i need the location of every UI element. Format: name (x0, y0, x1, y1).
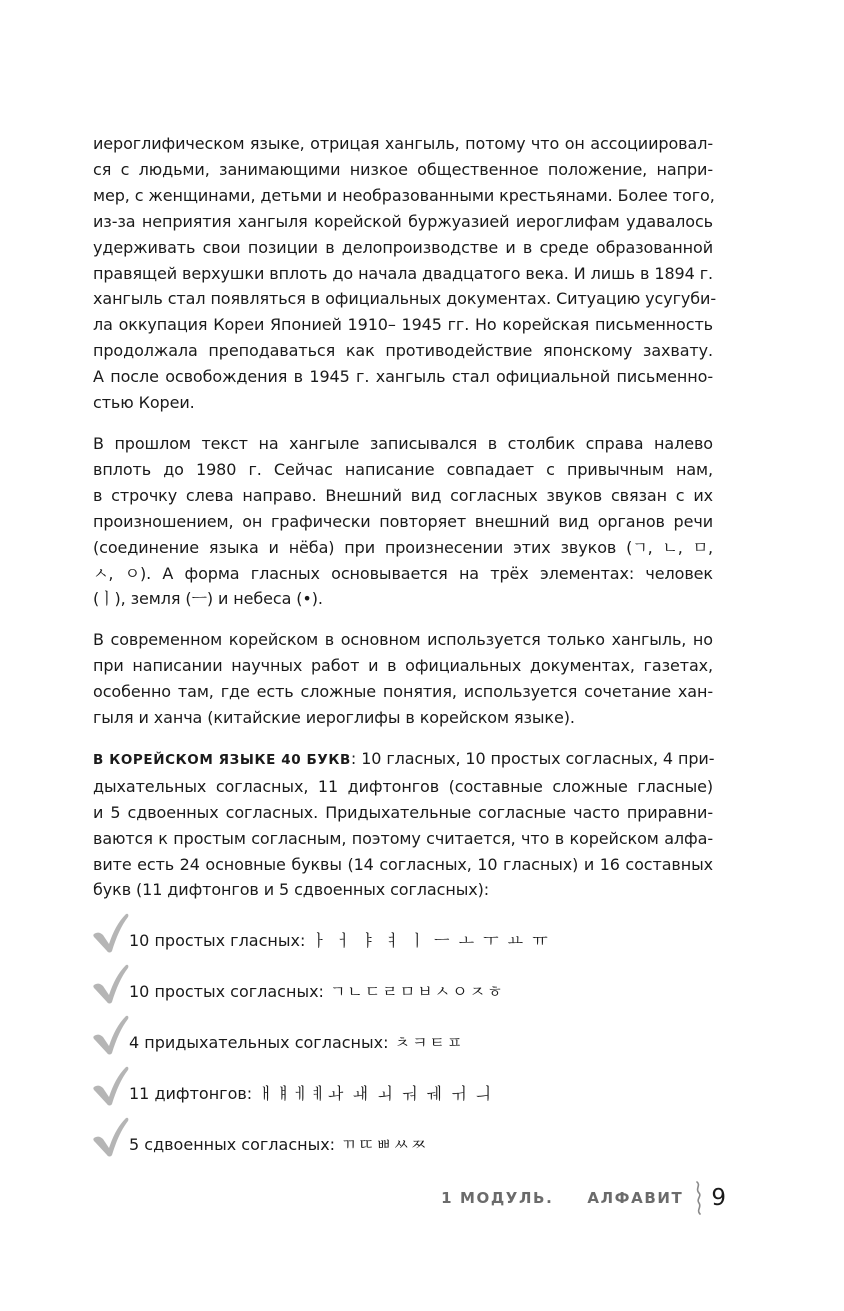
list-item (92, 964, 732, 1015)
footer-section-title: АЛФАВИТ (587, 1189, 684, 1207)
group-letters: ㅐㅒㅔㅖㅘ ㅙ ㅚ ㅝ ㅞ ㅟ ㅢ (258, 1084, 493, 1103)
text-line: В современном корейском в основном используется только хангыль, но (93, 630, 713, 650)
text-line: хангыль стал появляться в официальных документах. Ситуацию усугуби- (93, 289, 717, 309)
group-letters: ㅏ ㅓ ㅑ ㅕ ㅣ ㅡ ㅗ ㅜ ㅛ ㅠ (311, 931, 550, 950)
text-line: ла оккупация Кореи Японией 1910– 1945 гг. Но корейская письменность (93, 315, 713, 335)
text-line: из-за неприятия хангыля корейской буржуазией иероглифам удавалось (93, 211, 713, 231)
brace-divider-icon (693, 1181, 705, 1215)
group-letters: ㄲㄸㅃㅆㅉ (341, 1135, 429, 1154)
list-item (92, 1015, 732, 1066)
paragraph-modern-usage (93, 627, 713, 731)
list-item (92, 1117, 732, 1168)
text-line: стью Кореи. (93, 393, 195, 413)
checkmark-icon (92, 1015, 130, 1055)
text-line: (ㅣ), земля (ㅡ) и небеса (•). (93, 589, 323, 609)
text-line: вите есть 24 основные буквы (14 согласных, 10 гласных) и 16 составных (93, 854, 713, 874)
group-label: 11 дифтонгов: (129, 1084, 253, 1103)
group-letters: ㅊㅋㅌㅍ (394, 1033, 465, 1052)
text-line: в строчку слева направо. Внешний вид согласных звуков связан с их (93, 485, 713, 505)
group-label: 10 простых гласных: (129, 931, 306, 950)
text-line: ваются к простым согласным, поэтому считается, что в корейском алфа- (93, 828, 713, 848)
running-footer (441, 1181, 726, 1215)
text-line: произношением, он графически повторяет внешний вид органов речи (93, 511, 713, 531)
text-line: ся с людьми, занимающими низкое общественное положение, напри- (93, 159, 713, 179)
checkmark-icon (92, 1066, 130, 1106)
checkmark-icon (92, 964, 130, 1004)
text-line: дыхательных согласных, 11 дифтонгов (составные сложные гласные) (93, 776, 713, 796)
text-line: и 5 сдвоенных согласных. Придыхательные согласные часто приравни- (93, 802, 713, 822)
group-label: 5 сдвоенных согласных: (129, 1135, 336, 1154)
text-line: иероглифическом языке, отрицая хангыль, потому что он ассоциировал- (93, 134, 713, 153)
text-line: букв (11 дифтонгов и 5 сдвоенных согласных): (93, 880, 490, 900)
checkmark-icon (92, 913, 130, 953)
paragraph-history (93, 131, 717, 416)
group-label: 10 простых согласных: (129, 982, 324, 1001)
text-line: особенно там, где есть сложные понятия, используется сочетание хан- (93, 682, 713, 702)
text-line: при написании научных работ и в официальных документах, газетах, (93, 656, 713, 676)
body-text (93, 131, 717, 903)
list-item (92, 913, 732, 964)
list-item (92, 1066, 732, 1117)
paragraph-letter-count (93, 746, 713, 903)
text-line: правящей верхушки вплоть до начала двадцатого века. И лишь в 1894 г. (93, 263, 713, 283)
letter-count-lead: В КОРЕЙСКОМ ЯЗЫКЕ 40 БУКВ (93, 751, 351, 768)
text-line: удерживать свои позиции в делопроизводстве и в среде образованной (93, 237, 713, 257)
text-line: В прошлом текст на хангыле записывался в столбик справа налево (93, 433, 713, 453)
text-line: мер, с женщинами, детьми и необразованными крестьянами. Более того, (93, 185, 715, 205)
letter-groups-list (92, 913, 732, 1168)
group-letters: ㄱㄴㄷㄹㅁㅂㅅㅇㅈㅎ (329, 982, 505, 1001)
text-line: ㅅ, ㅇ). А форма гласных основывается на трёх элементах: человек (93, 563, 713, 583)
page-number: 9 (711, 1185, 726, 1211)
text-line: А после освобождения в 1945 г. хангыль стал официальной письменно- (93, 367, 713, 387)
text-line (93, 746, 713, 774)
checkmark-icon (92, 1117, 130, 1157)
text-line: гыля и ханча (китайские иероглифы в корейском языке). (93, 708, 575, 728)
paragraph-writing-direction (93, 431, 713, 612)
text-line: (соединение языка и нёба) при произнесении этих звуков (ㄱ, ㄴ, ㅁ, (93, 537, 713, 557)
text-line: вплоть до 1980 г. Сейчас написание совпадает с привычным нам, (93, 459, 713, 479)
letter-count-rest: : 10 гласных, 10 простых согласных, 4 при- (350, 748, 715, 768)
text-line: продолжала преподаваться как противодействие японскому захвату. (93, 341, 713, 361)
footer-module: 1 МОДУЛЬ. (441, 1189, 554, 1207)
group-label: 4 придыхательных согласных: (129, 1033, 389, 1052)
